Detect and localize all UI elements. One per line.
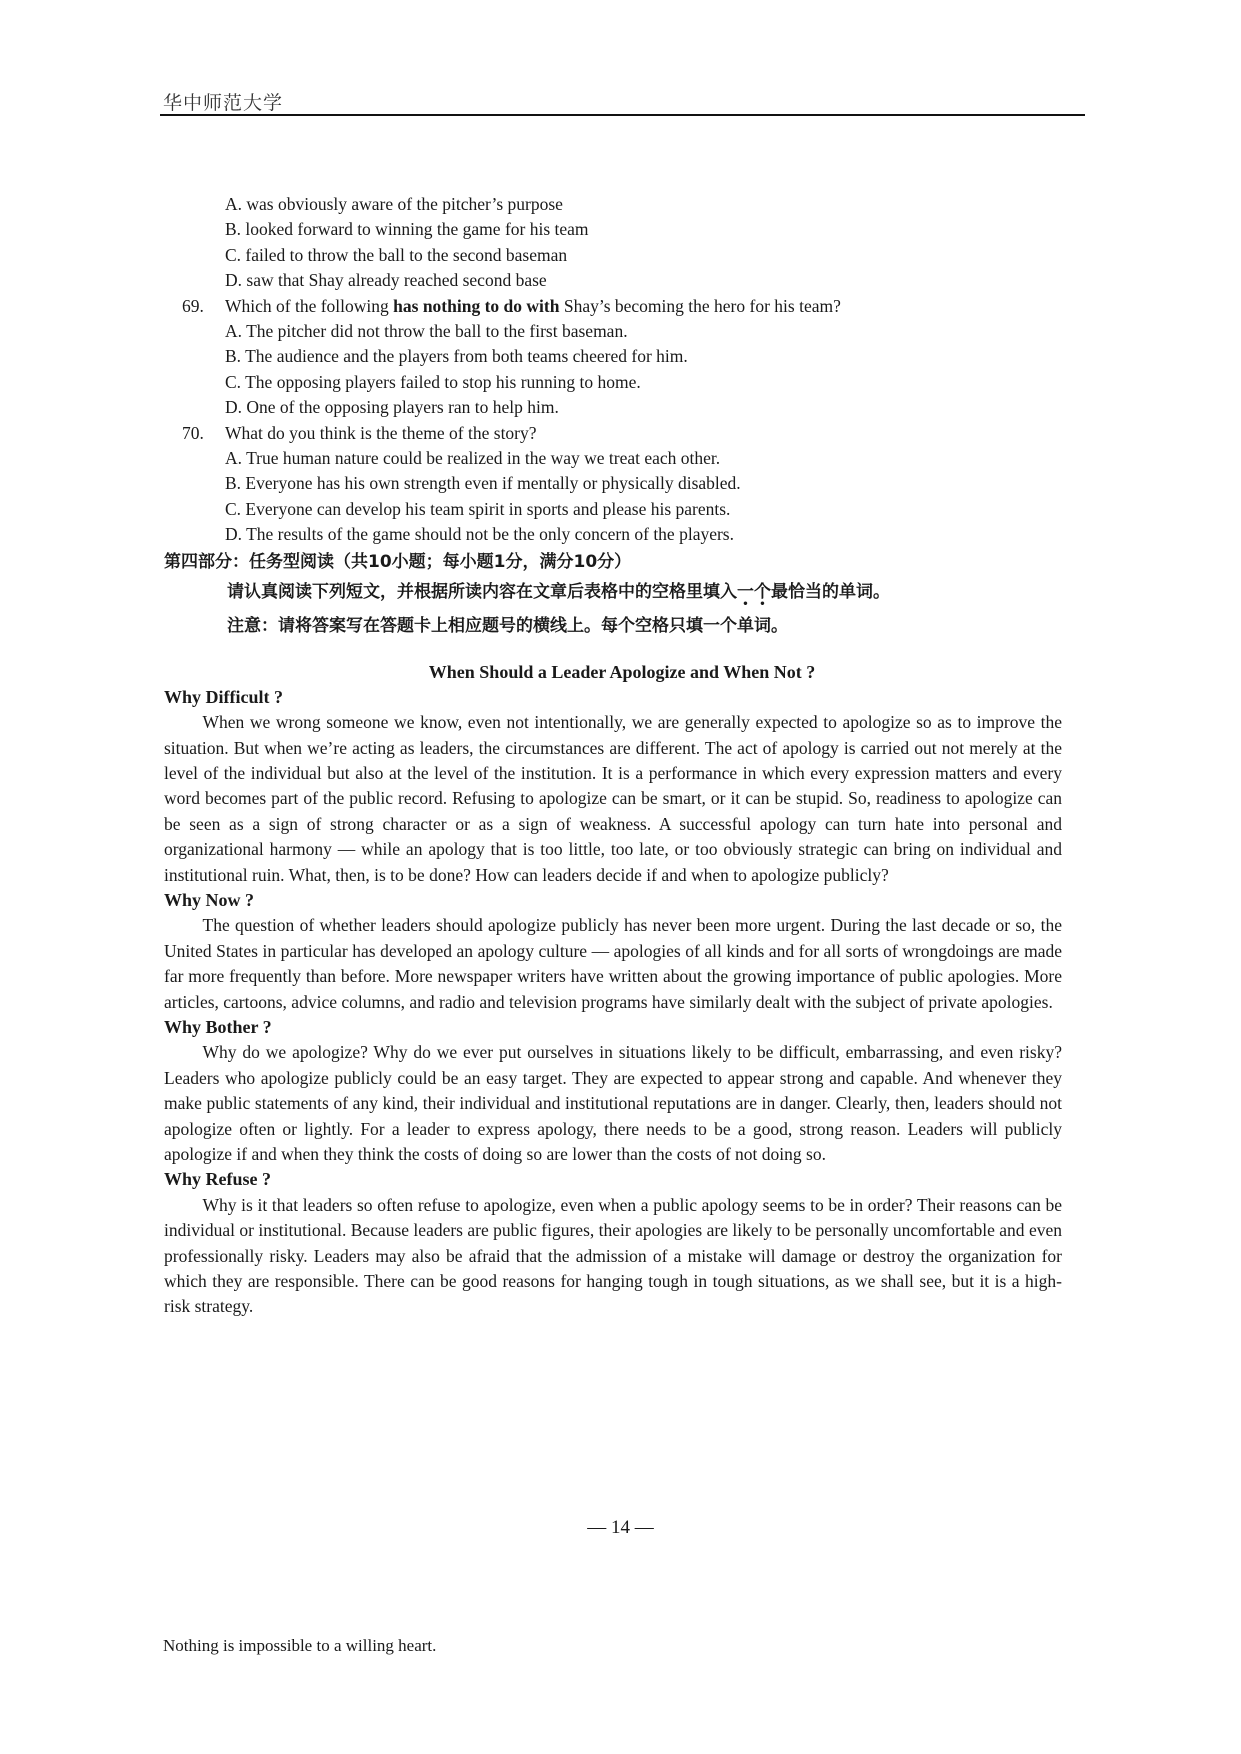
answer-option: C. Everyone can develop his team spirit in sports and please his parents.	[225, 498, 731, 519]
answer-option: D. One of the opposing players ran to help him.	[225, 397, 559, 418]
answer-option: B. The audience and the players from both teams cheered for him.	[225, 346, 688, 367]
answer-option: D. saw that Shay already reached second base	[225, 270, 547, 291]
answer-option: A. True human nature could be realized in the way we treat each other.	[225, 448, 721, 469]
question-stem	[182, 294, 1062, 319]
section-instruction	[227, 575, 1062, 609]
section-heading: 第四部分：任务型阅读（共10小题；每小题1分，满分10分）	[164, 551, 632, 572]
instruction-text: 最恰当的单词。	[771, 581, 890, 602]
emphasis-dot-char: 个	[754, 581, 771, 602]
article-subheading: Why Now ?	[164, 889, 255, 910]
instruction-text: 请认真阅读下列短文，并根据所读内容在文章后表格中的空格里填入	[227, 581, 737, 602]
answer-option: C. The opposing players failed to stop his running to home.	[225, 371, 641, 392]
article-subheading: Why Difficult ?	[164, 686, 283, 707]
page-header-title: 华中师范大学	[163, 93, 284, 114]
section-note: 注意：请将答案写在答题卡上相应题号的横线上。每个空格只填一个单词。	[227, 615, 788, 636]
question-68-options	[182, 192, 1062, 294]
page-content	[164, 192, 1062, 1320]
answer-option: C. failed to throw the ball to the second baseman	[225, 244, 568, 265]
question-number: 69.	[182, 295, 204, 316]
header-divider	[160, 114, 1085, 116]
answer-option: D. The results of the game should not be the only concern of the players.	[225, 524, 734, 545]
article-title: When Should a Leader Apologize and When Not ?	[428, 661, 816, 682]
answer-option: B. Everyone has his own strength even if mentally or physically disabled.	[225, 473, 741, 494]
article-subheading: Why Bother ?	[164, 1016, 272, 1037]
article-paragraph: Why do we apologize? Why do we ever put ourselves in situations likely to be difficult, embarrassing, and even risky? Leaders who apologize publicly could be an easy target. They are expected to appear strong and capable. And whenever they make public statements of any kind, their individual and institutional reputations are in danger. Clearly, then, leaders should not apologize often or lightly. For a leader to express apology, there needs to be a good, strong reason. Leaders will publicly apologize if and when they think the costs of doing so are lower than the costs of not doing so.	[164, 1042, 1062, 1164]
question-70	[182, 421, 1062, 548]
article-paragraph: The question of whether leaders should apologize publicly has never been more urgent. During the last decade or so, the United States in particular has developed an apology culture — apologies of all kinds and for all sorts of wrongdoings are made far more frequently than before. More newspaper writers have written about the growing importance of public apologies. More articles, cartoons, advice columns, and radio and television programs have similarly dealt with the subject of private apologies.	[164, 915, 1062, 1012]
page-number: — 14 —	[587, 1517, 654, 1538]
article-paragraph: Why is it that leaders so often refuse to apologize, even when a public apology seems to be in order? Their reasons can be individual or institutional. Because leaders are public figures, their apologies are likely to be personally uncomfortable and even professionally risky. Leaders may also be afraid that the admission of a mistake will damage or destroy the organization for which they are responsible. There can be good reasons for hanging tough in tough situations, as we shall see, but it is a high-risk strategy.	[164, 1194, 1062, 1317]
article-body	[164, 685, 1062, 1320]
question-69	[182, 294, 1062, 421]
page-footer: Nothing is impossible to a willing heart.	[163, 1636, 437, 1655]
question-stem	[182, 421, 1062, 446]
answer-option: A. The pitcher did not throw the ball to the first baseman.	[225, 321, 628, 342]
answer-option: A. was obviously aware of the pitcher’s purpose	[225, 194, 563, 214]
article-paragraph: When we wrong someone we know, even not intentionally, we are generally expected to apologize so as to improve the situation. But when we’re acting as leaders, the circumstances are different. The act of apology is carried out not merely at the level of the individual but also at the level of the institution. It is a performance in which every expression matters and every word becomes part of the public record. Refusing to apologize can be smart, or it can be stupid. So, readiness to apologize can be seen as a sign of strong character or as a sign of weakness. A successful apology can turn hate into personal and organizational harmony — while an apology that is too little, too late, or too obviously strategic can bring on individual and institutional ruin. What, then, is to be done? How can leaders decide if and when to apologize publicly?	[164, 712, 1062, 885]
emphasis-dot-char: 一	[737, 581, 754, 602]
question-text: What do you think is the theme of the story?	[225, 422, 537, 443]
question-number: 70.	[182, 422, 204, 443]
article-subheading: Why Refuse ?	[164, 1169, 271, 1190]
answer-option: B. looked forward to winning the game for his team	[225, 219, 589, 240]
question-text: Which of the following	[225, 295, 394, 316]
question-text: Shay’s becoming the hero for his team?	[559, 295, 841, 316]
question-emphasis: has nothing to do with	[393, 295, 560, 316]
